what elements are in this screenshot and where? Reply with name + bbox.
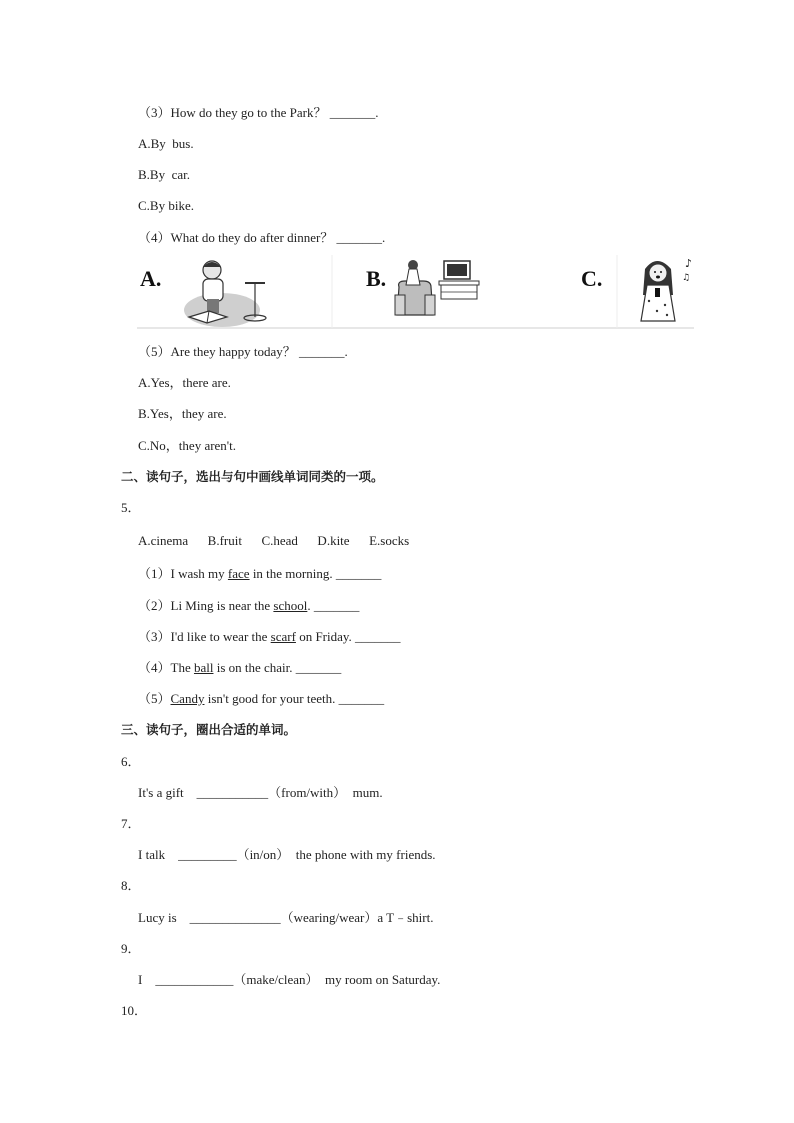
underlined-word: scarf xyxy=(270,629,296,644)
question-7-text: I talk _________（in/on） the phone with my friends. xyxy=(138,847,436,862)
option-a-label: A. xyxy=(140,266,162,291)
girl-singing-icon xyxy=(641,257,692,321)
svg-text:♪: ♪ xyxy=(685,257,693,270)
item-1: （1）I wash my face in the morning. _______ xyxy=(138,566,382,581)
option-c-label: C. xyxy=(581,266,603,291)
q5-stem: （5）Are they happy today？ _______. xyxy=(138,344,348,359)
q3-option-c[interactable]: C.By bike. xyxy=(138,198,194,213)
question-9-text: I ____________（make/clean） my room on Saturday. xyxy=(138,972,441,987)
question-5-number: 5． xyxy=(121,500,141,515)
option-a-picture[interactable] xyxy=(140,261,266,327)
svg-text:♫: ♫ xyxy=(682,273,691,283)
q5-option-a[interactable]: A.Yes，there are. xyxy=(138,375,231,390)
question-6-text: It's a gift ___________（from/with） mum. xyxy=(138,785,383,800)
question-7-number: 7． xyxy=(121,816,141,831)
question-10-number: 10． xyxy=(121,1003,148,1018)
underlined-word: Candy xyxy=(170,691,205,706)
underlined-word: face xyxy=(227,566,250,581)
q3-option-b[interactable]: B.By car. xyxy=(138,167,190,182)
boy-reading-icon xyxy=(184,261,266,327)
q5-option-b[interactable]: B.Yes，they are. xyxy=(138,406,227,421)
tv-watching-icon xyxy=(395,260,479,315)
question-8-number: 8． xyxy=(121,878,141,893)
section-2-heading: 二、读句子，选出与句中画线单词同类的一项。 xyxy=(121,469,384,484)
underlined-word: ball xyxy=(193,660,214,675)
underlined-word: school xyxy=(273,598,308,613)
q4-picture-options xyxy=(137,255,694,329)
q3-stem: （3）How do they go to the Park？ _______. xyxy=(138,105,379,120)
item-5: （5）Candy isn't good for your teeth. _______ xyxy=(138,691,385,706)
q3-option-a[interactable]: A.By bus. xyxy=(138,136,194,151)
question-9-number: 9． xyxy=(121,941,141,956)
item-3: （3）I'd like to wear the scarf on Friday. _______ xyxy=(138,629,401,644)
item-4: （4）The ball is on the chair. _______ xyxy=(138,660,342,675)
option-c-picture[interactable] xyxy=(581,257,692,321)
q5-option-c[interactable]: C.No，they aren't. xyxy=(138,438,237,453)
section-3-heading: 三、读句子，圈出合适的单词。 xyxy=(121,722,297,737)
question-6-number: 6． xyxy=(121,754,141,769)
q4-stem: （4）What do they do after dinner？ _______. xyxy=(138,230,386,245)
item-2: （2）Li Ming is near the school. _______ xyxy=(138,598,360,613)
word-options: A.cinema B.fruit C.head D.kite E.socks xyxy=(138,533,410,548)
option-b-label: B. xyxy=(366,266,387,291)
question-8-text: Lucy is ______________（wearing/wear）a T﹣shirt. xyxy=(138,910,434,925)
option-b-picture[interactable] xyxy=(366,260,479,315)
